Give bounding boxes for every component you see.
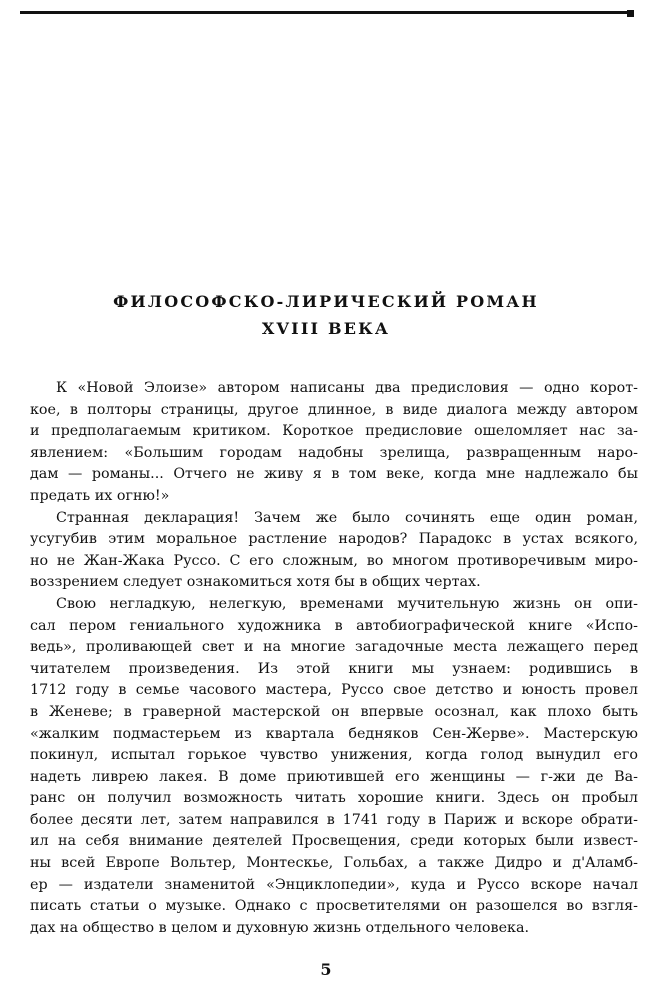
text-line: надеть ливрею лакея. В доме приютившей его женщины — г-жи де Ва- — [30, 768, 638, 785]
text-line: Свою негладкую, нелегкую, временами мучительную жизнь он опи- — [56, 595, 638, 612]
text-line: явлением: «Большим городам надобны зрелища, развращенным наро- — [30, 444, 638, 461]
text-line: ил на себя внимание деятелей Просвещения, среди которых были извест- — [30, 833, 638, 850]
text-line: дах на общество в целом и духовную жизнь отдельного человека. — [30, 919, 530, 936]
text-line: воззрением следует ознакомиться хотя бы в общих чертах. — [30, 574, 481, 591]
text-line: К «Новой Элоизе» автором написаны два предисловия — одно корот- — [56, 380, 638, 396]
text-line: сал пером гениального художника в автобиографической книге «Испо- — [30, 617, 638, 634]
chapter-heading-line-2: XVIII ВЕКА — [261, 319, 391, 338]
text-line: «жалким подмастерьем из квартала бедняков Сен-Жерве». Мастерскую — [30, 725, 638, 742]
text-line: ер — издатели знаменитой «Энциклопедии», куда и Руссо вскоре начал — [30, 876, 638, 893]
text-line: дам — романы... Отчего не живу я в том веке, когда мне надлежало бы — [30, 466, 638, 483]
text-line: читателем произведения. Из этой книги мы узнаем: родившись в — [30, 660, 638, 677]
text-line: ранс он получил возможность читать хорошие книги. Здесь он пробыл — [30, 790, 638, 807]
top-rule-end-mark — [627, 10, 634, 17]
text-line: более десяти лет, затем направился в 1741 году в Париж и вскоре обрати- — [30, 811, 638, 828]
paragraph-1 — [30, 378, 638, 508]
text-line: писать статьи о музыке. Однако с просветителями он разошелся во взгля- — [30, 898, 638, 915]
paragraph-3 — [30, 594, 638, 940]
chapter-heading — [0, 288, 652, 342]
text-line: ны всей Европе Вольтер, Монтескье, Гольбах, а также Дидро и д'Аламб- — [30, 855, 638, 872]
body-text — [30, 378, 638, 939]
text-line: 1712 году в семье часового мастера, Руссо свое детство и юность провел — [30, 682, 638, 699]
top-rule — [20, 11, 634, 14]
page-number: 5 — [320, 960, 332, 979]
text-line: кое, в полторы страницы, другое длинное, в виде диалога между автором — [30, 401, 638, 418]
text-line: ведь», проливающей свет и на многие загадочные места лежащего перед — [30, 639, 638, 656]
text-line: но не Жан-Жака Руссо. С его сложным, во многом противоречивым миро- — [30, 552, 638, 569]
text-line: Странная декларация! Зачем же было сочинять еще один роман, — [56, 509, 638, 526]
text-line: и предполагаемым критиком. Короткое предисловие ошеломляет нас за- — [30, 423, 638, 440]
text-line: в Женеве; в граверной мастерской он впервые осознал, как плохо быть — [30, 703, 638, 720]
chapter-heading-line-1: ФИЛОСОФСКО-ЛИРИЧЕСКИЙ РОМАН — [113, 292, 539, 311]
text-line: покинул, испытал горькое чувство унижения, когда голод вынудил его — [30, 747, 638, 764]
text-line: предать их огню!» — [30, 487, 170, 504]
paragraph-2 — [30, 508, 638, 594]
text-line: усугубив этим моральное растление народов? Парадокс в устах всякого, — [30, 531, 638, 548]
